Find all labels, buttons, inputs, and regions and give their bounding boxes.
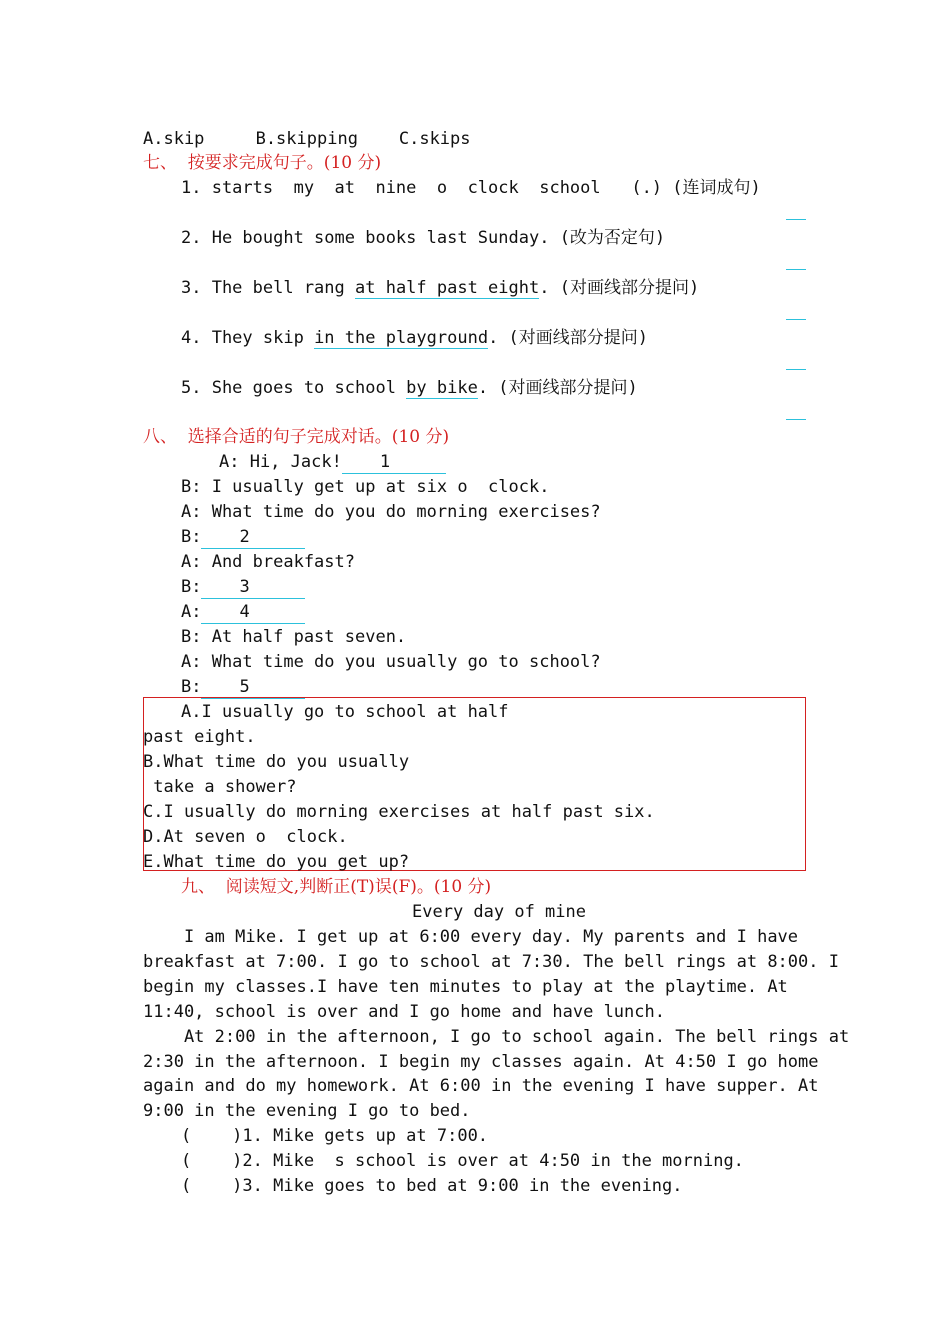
answer-line[interactable] <box>786 269 806 270</box>
dialogue-line: B: At half past seven. <box>181 627 407 647</box>
answer-line[interactable] <box>786 319 806 320</box>
passage-line: breakfast at 7:00. I go to school at 7:30. The bell rings at 8:00. I <box>143 952 839 972</box>
dialogue-line: B: 2 <box>181 526 305 549</box>
prev-question-options: A.skip B.skipping C.skips <box>143 129 471 149</box>
passage-line: 11:40, school is over and I go home and have lunch. <box>143 1002 665 1022</box>
option-a: A.I usually go to school at half <box>181 702 509 722</box>
passage-line: 9:00 in the evening I go to bed. <box>143 1101 471 1121</box>
dialogue-line: B: 3 <box>181 576 305 599</box>
blank-4[interactable]: 4 <box>201 601 305 624</box>
passage-line: I am Mike. I get up at 6:00 every day. My parents and I have <box>143 927 799 947</box>
section7-q1: 1. starts my at nine o clock school (.) (连词成句) <box>181 178 761 198</box>
underlined-phrase: by bike <box>406 378 478 398</box>
answer-line[interactable] <box>786 219 806 220</box>
dialogue-line: B: I usually get up at six o clock. <box>181 477 550 497</box>
option-e: E.What time do you get up? <box>143 852 410 872</box>
section7-q4: 4. They skip in the playground. (对画线部分提问) <box>181 328 649 348</box>
section7-q5: 5. She goes to school by bike. (对画线部分提问) <box>181 378 638 398</box>
option-c: C.I usually do morning exercises at half past six. <box>143 802 655 822</box>
blank-1[interactable]: 1 <box>342 451 446 474</box>
dialogue-line: A: And breakfast? <box>181 552 355 572</box>
answer-line[interactable] <box>786 419 806 420</box>
option-a-cont: past eight. <box>143 727 256 747</box>
dialogue-line: A: What time do you do morning exercises? <box>181 502 601 522</box>
passage-line: again and do my homework. At 6:00 in the evening I have supper. At <box>143 1076 819 1096</box>
tf-statement-3[interactable]: ( )3. Mike goes to bed at 9:00 in the evening. <box>181 1176 683 1196</box>
passage-line: begin my classes.I have ten minutes to play at the playtime. At <box>143 977 788 997</box>
dialogue-line: A: 4 <box>181 601 305 624</box>
section7-q2: 2. He bought some books last Sunday. (改为否定句) <box>181 228 666 248</box>
answer-line[interactable] <box>786 369 806 370</box>
underlined-phrase: in the playground <box>314 328 489 348</box>
section7-q3: 3. The bell rang at half past eight. (对画线部分提问) <box>181 278 700 298</box>
option-d: D.At seven o clock. <box>143 827 348 847</box>
blank-5[interactable]: 5 <box>201 676 305 699</box>
option-b-cont: take a shower? <box>143 777 297 797</box>
dialogue-line: A: What time do you usually go to school? <box>181 652 601 672</box>
tf-statement-1[interactable]: ( )1. Mike gets up at 7:00. <box>181 1126 489 1146</box>
section9-heading: 九、 阅读短文,判断正(T)误(F)。(10 分) <box>181 877 492 897</box>
passage-title: Every day of mine <box>412 902 586 922</box>
dialogue-line: B: 5 <box>181 676 305 699</box>
section8-heading: 八、 选择合适的句子完成对话。(10 分) <box>143 427 450 447</box>
section7-heading: 七、 按要求完成句子。(10 分) <box>143 153 382 173</box>
passage-line: 2:30 in the afternoon. I begin my classes again. At 4:50 I go home <box>143 1052 819 1072</box>
passage-line: At 2:00 in the afternoon, I go to school again. The bell rings at <box>143 1027 850 1047</box>
tf-statement-2[interactable]: ( )2. Mike s school is over at 4:50 in the morning. <box>181 1151 744 1171</box>
option-b: B.What time do you usually <box>143 752 410 772</box>
blank-2[interactable]: 2 <box>201 526 305 549</box>
dialogue-line: A: Hi, Jack! 1 <box>219 451 446 474</box>
blank-3[interactable]: 3 <box>201 576 305 599</box>
underlined-phrase: at half past eight <box>355 278 540 298</box>
